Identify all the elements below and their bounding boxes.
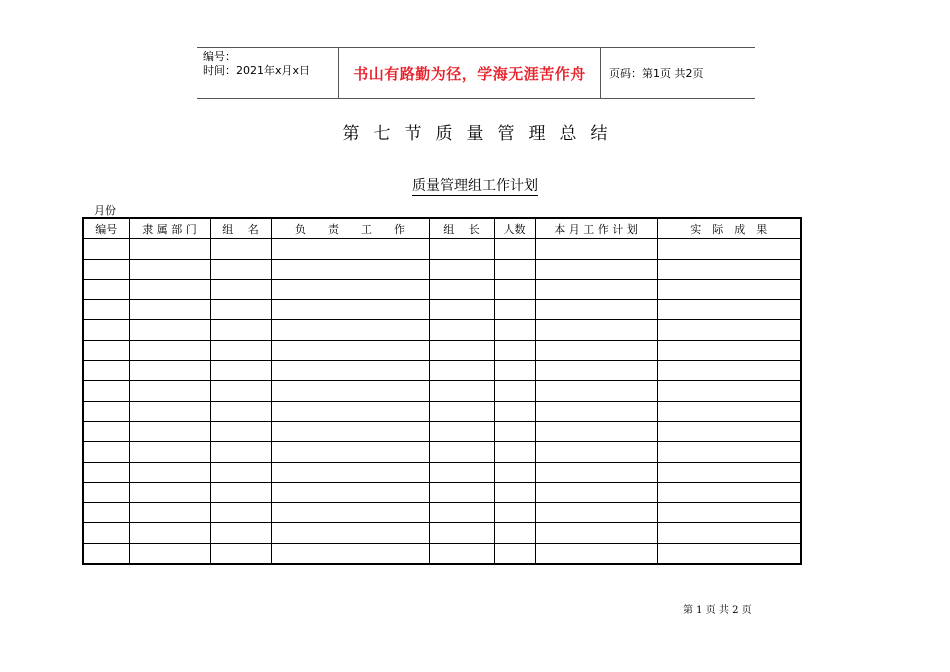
table-cell[interactable] [129, 442, 210, 462]
table-row [83, 523, 801, 543]
table-cell[interactable] [429, 259, 494, 279]
table-cell[interactable] [657, 259, 801, 279]
table-cell[interactable] [494, 503, 535, 523]
table-cell[interactable] [271, 401, 429, 421]
table-cell[interactable] [494, 361, 535, 381]
table-cell[interactable] [535, 239, 657, 259]
column-header: 负 责 工 作 [271, 218, 429, 239]
table-cell[interactable] [494, 523, 535, 543]
table-cell[interactable] [494, 462, 535, 482]
table-cell[interactable] [210, 401, 271, 421]
table-row [83, 259, 801, 279]
table-cell[interactable] [429, 279, 494, 299]
motto-text: 书山有路勤为径，学海无涯苦作舟 [353, 64, 586, 83]
table-cell[interactable] [657, 320, 801, 340]
table-cell[interactable] [494, 320, 535, 340]
table-cell[interactable] [129, 279, 210, 299]
table-cell[interactable] [271, 462, 429, 482]
table-cell[interactable] [129, 259, 210, 279]
table-cell[interactable] [494, 259, 535, 279]
table-cell[interactable] [429, 503, 494, 523]
table-row [83, 442, 801, 462]
table-cell[interactable] [210, 381, 271, 401]
table-cell[interactable] [83, 300, 129, 320]
table-row [83, 462, 801, 482]
table-cell[interactable] [271, 523, 429, 543]
table-cell[interactable] [494, 340, 535, 360]
table-cell[interactable] [83, 523, 129, 543]
table-cell[interactable] [657, 482, 801, 502]
table-cell[interactable] [129, 523, 210, 543]
table-cell[interactable] [494, 543, 535, 564]
table-cell[interactable] [429, 300, 494, 320]
table-row [83, 320, 801, 340]
table-cell[interactable] [657, 361, 801, 381]
table-cell[interactable] [129, 381, 210, 401]
table-body [83, 239, 801, 564]
table-cell[interactable] [129, 503, 210, 523]
table-cell[interactable] [535, 381, 657, 401]
column-header: 组 长 [429, 218, 494, 239]
table-cell[interactable] [129, 543, 210, 564]
number-label: 编号： [203, 50, 236, 63]
table-cell[interactable] [83, 401, 129, 421]
table-cell[interactable] [429, 320, 494, 340]
table-cell[interactable] [494, 401, 535, 421]
table-cell[interactable] [429, 340, 494, 360]
table-cell[interactable] [210, 320, 271, 340]
table-cell[interactable] [210, 543, 271, 564]
table-cell[interactable] [429, 523, 494, 543]
table-cell[interactable] [657, 462, 801, 482]
table-cell[interactable] [83, 381, 129, 401]
table-cell[interactable] [494, 442, 535, 462]
table-cell[interactable] [535, 259, 657, 279]
table-cell[interactable] [83, 482, 129, 502]
table-cell[interactable] [535, 300, 657, 320]
table-cell[interactable] [271, 503, 429, 523]
table-cell[interactable] [429, 381, 494, 401]
table-cell[interactable] [271, 421, 429, 441]
table-cell[interactable] [83, 543, 129, 564]
table-cell[interactable] [271, 543, 429, 564]
time-label: 时间：2021年x月x日 [203, 64, 311, 77]
table-cell[interactable] [271, 361, 429, 381]
table-cell[interactable] [210, 421, 271, 441]
header-page-cell [601, 48, 755, 98]
table-row [83, 381, 801, 401]
table-cell[interactable] [494, 482, 535, 502]
table-cell[interactable] [535, 462, 657, 482]
header-meta [197, 48, 338, 98]
table-cell[interactable] [657, 442, 801, 462]
work-plan-table [82, 217, 802, 565]
table-row [83, 401, 801, 421]
table-cell[interactable] [429, 543, 494, 564]
table-cell[interactable] [535, 482, 657, 502]
table-cell[interactable] [271, 259, 429, 279]
table-cell[interactable] [657, 543, 801, 564]
table-cell[interactable] [83, 259, 129, 279]
table-cell[interactable] [210, 239, 271, 259]
table-cell[interactable] [535, 523, 657, 543]
table-cell[interactable] [271, 320, 429, 340]
table-cell[interactable] [535, 442, 657, 462]
column-header: 组 名 [210, 218, 271, 239]
table-cell[interactable] [657, 300, 801, 320]
table-cell[interactable] [271, 482, 429, 502]
table-cell[interactable] [83, 462, 129, 482]
table-cell[interactable] [271, 239, 429, 259]
table-row [83, 239, 801, 259]
table-cell[interactable] [210, 340, 271, 360]
table-row [83, 503, 801, 523]
document-header [197, 47, 755, 99]
table-cell[interactable] [494, 421, 535, 441]
table-cell[interactable] [535, 421, 657, 441]
table-cell[interactable] [657, 421, 801, 441]
table-cell[interactable] [271, 381, 429, 401]
table-cell[interactable] [535, 320, 657, 340]
table-cell[interactable] [535, 401, 657, 421]
table-cell[interactable] [271, 340, 429, 360]
page-info: 页码：第1页 共2页 [609, 67, 704, 80]
table-row [83, 361, 801, 381]
table-cell[interactable] [657, 239, 801, 259]
table-cell[interactable] [494, 381, 535, 401]
table-cell[interactable] [657, 401, 801, 421]
table-cell[interactable] [429, 239, 494, 259]
table-cell[interactable] [429, 421, 494, 441]
plan-title-wrap [0, 175, 950, 195]
column-header: 本 月 工 作 计 划 [535, 218, 657, 239]
table-cell[interactable] [83, 361, 129, 381]
table-cell[interactable] [210, 462, 271, 482]
table-row [83, 279, 801, 299]
table-cell[interactable] [129, 300, 210, 320]
table-cell[interactable] [657, 523, 801, 543]
table-cell[interactable] [657, 279, 801, 299]
header-motto-cell [338, 48, 601, 98]
table-cell[interactable] [429, 401, 494, 421]
table-cell[interactable] [129, 421, 210, 441]
table-cell[interactable] [210, 482, 271, 502]
table-cell[interactable] [429, 482, 494, 502]
table-cell[interactable] [129, 361, 210, 381]
table-cell[interactable] [83, 442, 129, 462]
table-cell[interactable] [83, 279, 129, 299]
table-row [83, 340, 801, 360]
table-cell[interactable] [210, 361, 271, 381]
page-footer: 第 1 页 共 2 页 [683, 605, 752, 616]
table-cell[interactable] [271, 300, 429, 320]
table-row [83, 543, 801, 564]
column-header: 隶 属 部 门 [129, 218, 210, 239]
table-cell[interactable] [271, 279, 429, 299]
table-cell[interactable] [129, 320, 210, 340]
table-cell[interactable] [129, 239, 210, 259]
table-cell[interactable] [210, 503, 271, 523]
column-header: 实 际 成 果 [657, 218, 801, 239]
table-cell[interactable] [210, 442, 271, 462]
table-cell[interactable] [210, 279, 271, 299]
plan-title: 质量管理组工作计划 [412, 178, 538, 194]
table-cell[interactable] [129, 401, 210, 421]
table-cell[interactable] [83, 503, 129, 523]
table-cell[interactable] [83, 320, 129, 340]
table-cell[interactable] [535, 279, 657, 299]
table-cell[interactable] [129, 340, 210, 360]
table-cell[interactable] [210, 300, 271, 320]
column-header: 人数 [494, 218, 535, 239]
table-cell[interactable] [535, 340, 657, 360]
table-cell[interactable] [129, 462, 210, 482]
table-row [83, 421, 801, 441]
section-title: 第七节质量管理总结 [342, 124, 622, 144]
table-cell[interactable] [429, 361, 494, 381]
table-cell[interactable] [535, 543, 657, 564]
table-cell[interactable] [210, 259, 271, 279]
table-row [83, 300, 801, 320]
table-cell[interactable] [535, 361, 657, 381]
table-cell[interactable] [494, 279, 535, 299]
table-cell[interactable] [429, 462, 494, 482]
table-cell[interactable] [494, 239, 535, 259]
table-cell[interactable] [271, 442, 429, 462]
table-cell[interactable] [83, 340, 129, 360]
table-cell[interactable] [657, 340, 801, 360]
table-cell[interactable] [210, 523, 271, 543]
table-cell[interactable] [657, 503, 801, 523]
table-cell[interactable] [83, 421, 129, 441]
table-cell[interactable] [535, 503, 657, 523]
table-row [83, 482, 801, 502]
column-header: 编号 [83, 218, 129, 239]
table-cell[interactable] [657, 381, 801, 401]
table-cell[interactable] [129, 482, 210, 502]
table-header-row [83, 218, 801, 239]
table-cell[interactable] [494, 300, 535, 320]
table-cell[interactable] [429, 442, 494, 462]
month-label: 月份 [94, 204, 116, 217]
table-cell[interactable] [83, 239, 129, 259]
